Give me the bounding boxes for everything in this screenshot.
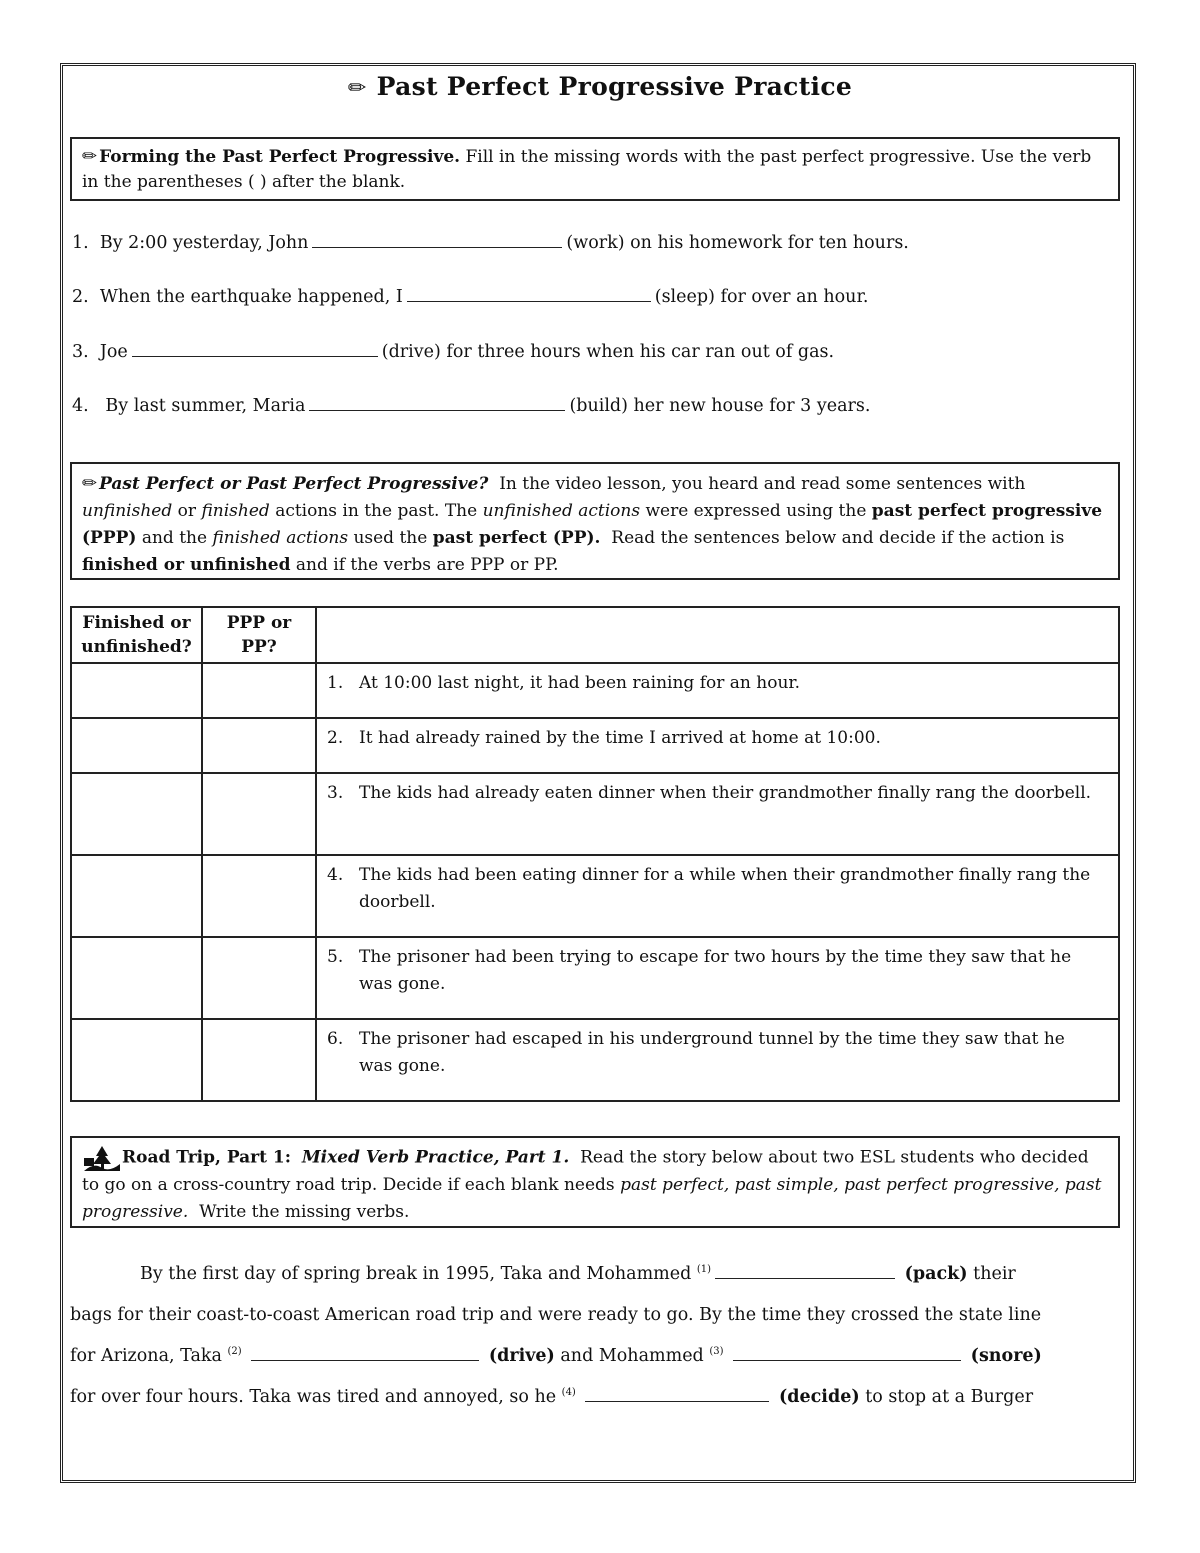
pencil-icon: ✏ — [347, 76, 367, 101]
table-row — [71, 1019, 1119, 1101]
ppp-cell-6[interactable] — [202, 1019, 316, 1101]
answer-blank-4[interactable] — [309, 392, 565, 411]
sentence-cell-6: 6. The prisoner had escaped in his underground tunnel by the time they saw that he was gone. — [316, 1019, 1119, 1101]
story-blank-4[interactable] — [585, 1383, 769, 1402]
answer-blank-1[interactable] — [312, 229, 562, 248]
story-blank-3[interactable] — [733, 1342, 961, 1361]
ppp-cell-3[interactable] — [202, 773, 316, 855]
finished-cell-3[interactable] — [71, 773, 202, 855]
story-line-2: bags for their coast-to-coast American road trip and were ready to go. By the time they crossed the state line — [70, 1305, 1042, 1325]
table-row — [71, 663, 1119, 718]
story-line-1: By the first day of spring break in 1995, Taka and Mohammed $^{(1)}$ (pack) their — [70, 1254, 1132, 1295]
sentence-table — [70, 606, 1120, 1102]
table-row — [71, 855, 1119, 937]
sentence-cell-1: 1. At 10:00 last night, it had been raining for an hour. — [316, 663, 1119, 718]
ppp-cell-4[interactable] — [202, 855, 316, 937]
finished-cell-4[interactable] — [71, 855, 202, 937]
story-line-4: for over four hours. Taka was tired and annoyed, so he $^{(4)}$ (decide) to stop at a Burger — [70, 1377, 1132, 1418]
sentence-cell-3: 3. The kids had already eaten dinner when their grandmother finally rang the doorbell. — [316, 773, 1119, 855]
table-row — [71, 773, 1119, 855]
finished-cell-2[interactable] — [71, 718, 202, 773]
ppp-cell-1[interactable] — [202, 663, 316, 718]
ppp-cell-5[interactable] — [202, 937, 316, 1019]
page-title: ✏ Past Perfect Progressive Practice — [347, 72, 853, 101]
col-header-ppp: PPP or PP? — [202, 607, 316, 663]
pencil-icon: ✏ — [82, 146, 98, 167]
sentence-cell-5: 5. The prisoner had been trying to escape for two hours by the time they saw that he was gone. — [316, 937, 1119, 1019]
finished-cell-5[interactable] — [71, 937, 202, 1019]
question-3: 3. Joe (drive) for three hours when his car ran out of gas. — [72, 338, 834, 362]
pencil-icon: ✏ — [82, 473, 98, 494]
sentence-cell-4: 4. The kids had been eating dinner for a while when their grandmother finally rang the doorbell. — [316, 855, 1119, 937]
ppp-cell-2[interactable] — [202, 718, 316, 773]
table-row — [71, 937, 1119, 1019]
answer-blank-3[interactable] — [132, 338, 378, 357]
question-4: 4. By last summer, Maria (build) her new house for 3 years. — [72, 392, 870, 416]
finished-cell-1[interactable] — [71, 663, 202, 718]
section3-instructions: Road Trip, Part 1: Mixed Verb Practice, Part 1. Read the story below about two ESL students who decided to go on a cross-country road trip. Decide if each blank needs past perfect, past simple, past perfect progressive, past progressive. Write the missing verbs. — [70, 1136, 1120, 1228]
question-1: 1. By 2:00 yesterday, John (work) on his homework for ten hours. — [72, 229, 909, 253]
story-line-3: for Arizona, Taka $^{(2)}$ (drive) and Mohammed $^{(3)}$ (snore) — [70, 1336, 1132, 1377]
story-blank-2[interactable] — [251, 1342, 479, 1361]
table-row — [71, 718, 1119, 773]
table-header-row — [71, 607, 1119, 663]
answer-blank-2[interactable] — [407, 283, 651, 302]
question-2: 2. When the earthquake happened, I (sleep) for over an hour. — [72, 283, 868, 307]
col-header-finished: Finished or unfinished? — [71, 607, 202, 663]
sentence-cell-2: 2. It had already rained by the time I arrived at home at 10:00. — [316, 718, 1119, 773]
section2-instructions: ✏ Past Perfect or Past Perfect Progressive? In the video lesson, you heard and read some sentences with unfinished or finished actions in the past. The unfinished actions were expressed using the past perfect progressive (PPP) and the finished actions used the past perfect (PP). Read the sentences below and decide if the action is finished or unfinished and if the verbs are PPP or PP. — [70, 462, 1120, 580]
finished-cell-6[interactable] — [71, 1019, 202, 1101]
road-trip-icon — [82, 1144, 122, 1172]
story-blank-1[interactable] — [715, 1260, 895, 1279]
section1-instructions: ✏ Forming the Past Perfect Progressive. Fill in the missing words with the past perfect progressive. Use the verb in the parentheses ( ) after the blank. — [70, 137, 1120, 201]
col-header-sentence — [316, 607, 1119, 663]
